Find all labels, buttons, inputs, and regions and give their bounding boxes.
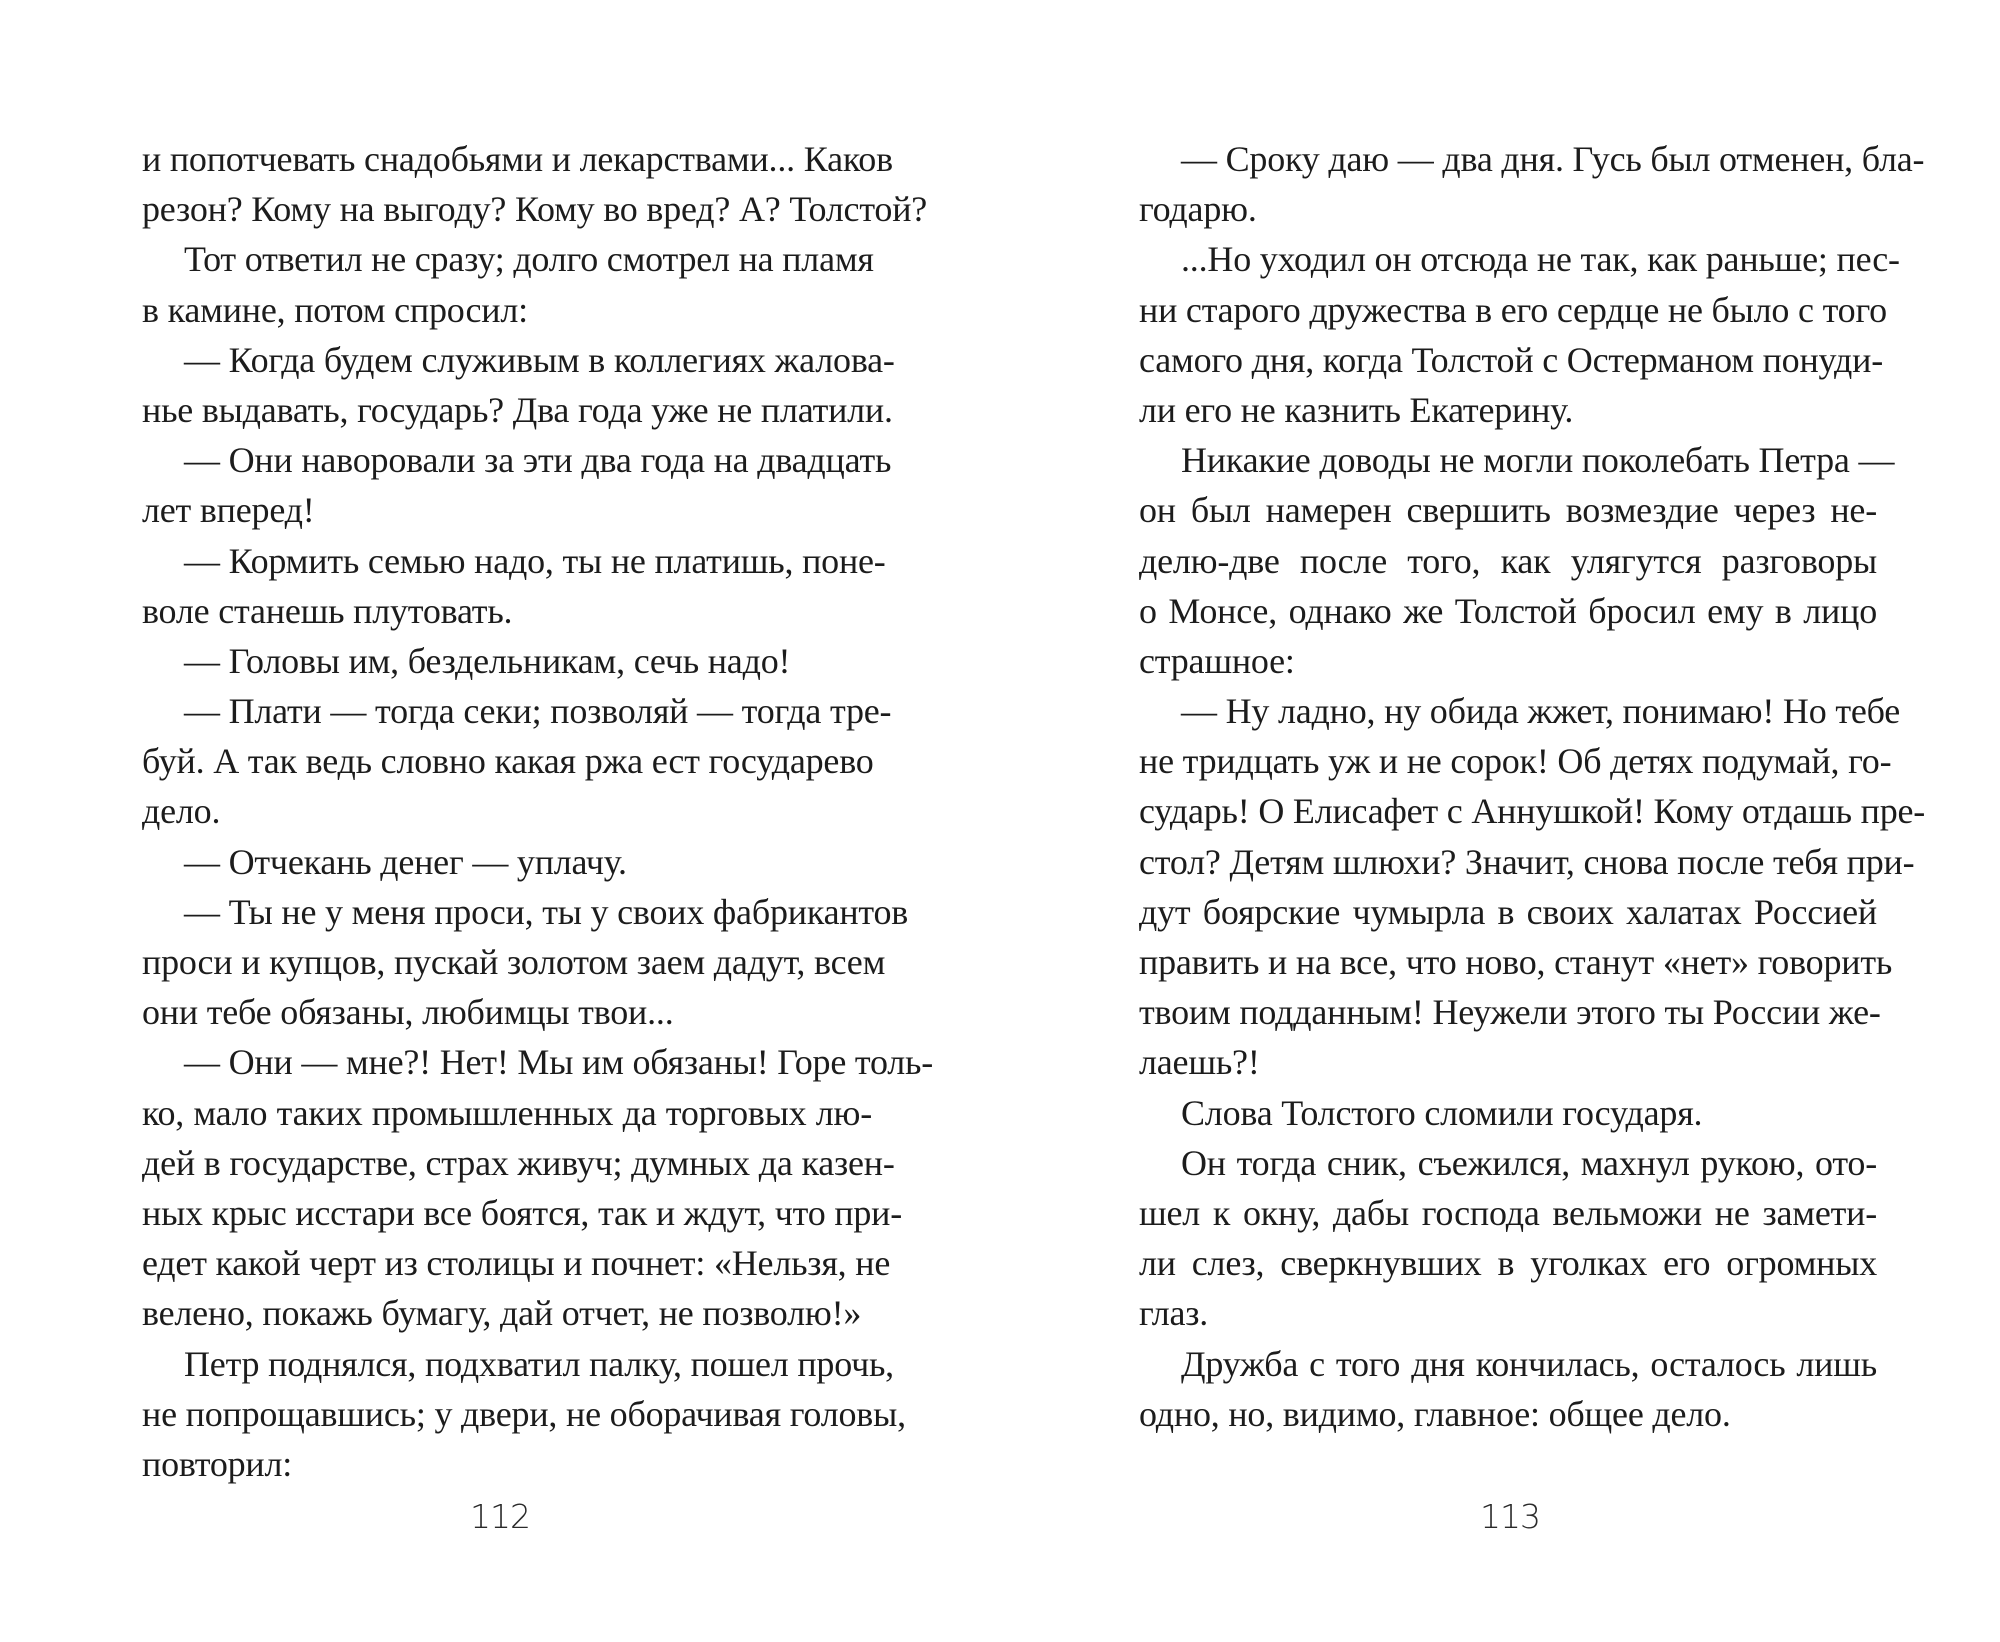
text-line: — Кормить семью надо, ты не платишь, поне- bbox=[184, 540, 886, 581]
text-line: резон? Кому на выгоду? Кому во вред? А? Толстой? bbox=[142, 189, 928, 230]
text-line: Дружба с того дня кончилась, осталось лишь bbox=[1181, 1343, 1877, 1384]
text-line: — Отчекань денег — уплачу. bbox=[184, 841, 627, 882]
text-line: самого дня, когда Толстой с Остерманом понуди- bbox=[1139, 339, 1884, 380]
text-line: не тридцать уж и не сорок! Об детях подумай, го- bbox=[1139, 741, 1892, 782]
text-line: буй. А так ведь словно какая ржа ест государево bbox=[142, 741, 874, 782]
text-line: лет вперед! bbox=[142, 490, 315, 531]
text-line: — Сроку даю — два дня. Гусь был отменен, бла- bbox=[1181, 139, 1925, 179]
text-line: Тот ответил не сразу; долго смотрел на пламя bbox=[184, 239, 874, 280]
text-line: проси и купцов, пускай золотом заем дадут, всем bbox=[142, 942, 886, 982]
text-line: он был намерен свершить возмездие через не- bbox=[1139, 490, 1877, 531]
text-line: дей в государстве, страх живуч; думных да казен- bbox=[142, 1142, 895, 1183]
left-page-text bbox=[142, 134, 934, 1489]
text-line: делю-две после того, как улягутся разговоры bbox=[1139, 540, 1877, 581]
text-line: — Плати — тогда секи; позволяй — тогда тре- bbox=[184, 691, 892, 732]
text-line: ли слез, сверкнувших в уголках его огромных bbox=[1139, 1243, 1877, 1284]
text-line: сударь! О Елисафет с Аннушкой! Кому отдашь пре- bbox=[1139, 791, 1926, 832]
text-line: — Ты не у меня проси, ты у своих фабрикантов bbox=[184, 891, 909, 932]
right-page bbox=[1000, 0, 2000, 1642]
text-line: дут боярские чумырла в своих халатах Россией bbox=[1139, 891, 1877, 932]
text-line: Слова Толстого сломили государя. bbox=[1181, 1092, 1703, 1133]
text-line: ...Но уходил он отсюда не так, как раньше; пес- bbox=[1181, 239, 1900, 280]
text-line: ных крыс исстари все боятся, так и ждут, что при- bbox=[142, 1192, 903, 1233]
text-line: едет какой черт из столицы и почнет: «Нельзя, не bbox=[142, 1243, 891, 1284]
text-line: — Ну ладно, ну обида жжет, понимаю! Но тебе bbox=[1181, 691, 1901, 732]
text-line: дело. bbox=[142, 791, 221, 832]
text-line: о Монсе, однако же Толстой бросил ему в лицо bbox=[1139, 590, 1877, 631]
text-line: лаешь?! bbox=[1139, 1042, 1260, 1083]
text-line: шел к окну, дабы господа вельможи не замети- bbox=[1139, 1192, 1877, 1233]
text-line: в камине, потом спросил: bbox=[142, 289, 528, 330]
text-line: глаз. bbox=[1139, 1293, 1209, 1334]
text-line: воле станешь плутовать. bbox=[142, 590, 513, 631]
text-line: не попрощавшись; у двери, не оборачивая головы, bbox=[142, 1393, 906, 1434]
text-line: ко, мало таких промышленных да торговых лю- bbox=[142, 1092, 872, 1133]
right-page-text bbox=[1139, 134, 1926, 1439]
text-line: они тебе обязаны, любимцы твои... bbox=[142, 992, 674, 1033]
text-line: — Головы им, бездельникам, сечь надо! bbox=[184, 640, 791, 681]
text-line: стол? Детям шлюхи? Значит, снова после тебя при- bbox=[1139, 841, 1915, 882]
text-line: ни старого дружества в его сердце не было с того bbox=[1139, 289, 1887, 330]
page-number-right: 113 bbox=[1480, 1497, 1540, 1536]
text-line: ли его не казнить Екатерину. bbox=[1139, 389, 1574, 430]
page-number-left: 112 bbox=[470, 1497, 530, 1536]
text-line: Он тогда сник, съежился, махнул рукою, ото- bbox=[1181, 1142, 1877, 1183]
text-line: велено, покажь бумагу, дай отчет, не позволю!» bbox=[142, 1293, 862, 1334]
text-line: твоим подданным! Неужели этого ты России же- bbox=[1139, 992, 1881, 1033]
text-line: страшное: bbox=[1139, 640, 1295, 681]
text-line: — Когда будем служивым в коллегиях жалова- bbox=[184, 339, 895, 380]
text-line: править и на все, что ново, станут «нет» говорить bbox=[1139, 942, 1893, 982]
text-line: Петр поднялся, подхватил палку, пошел прочь, bbox=[184, 1343, 894, 1384]
text-line: нье выдавать, государь? Два года уже не платили. bbox=[142, 389, 893, 430]
text-line: одно, но, видимо, главное: общее дело. bbox=[1139, 1393, 1731, 1434]
text-line: Никакие доводы не могли поколебать Петра — bbox=[1181, 440, 1895, 481]
text-line: — Они — мне?! Нет! Мы им обязаны! Горе толь- bbox=[184, 1042, 934, 1083]
text-line: повторил: bbox=[142, 1443, 293, 1484]
text-line: — Они наворовали за эти два года на двадцать bbox=[184, 440, 892, 481]
text-line: и попотчевать снадобьями и лекарствами... Каков bbox=[142, 139, 893, 179]
text-line: годарю. bbox=[1139, 189, 1257, 230]
